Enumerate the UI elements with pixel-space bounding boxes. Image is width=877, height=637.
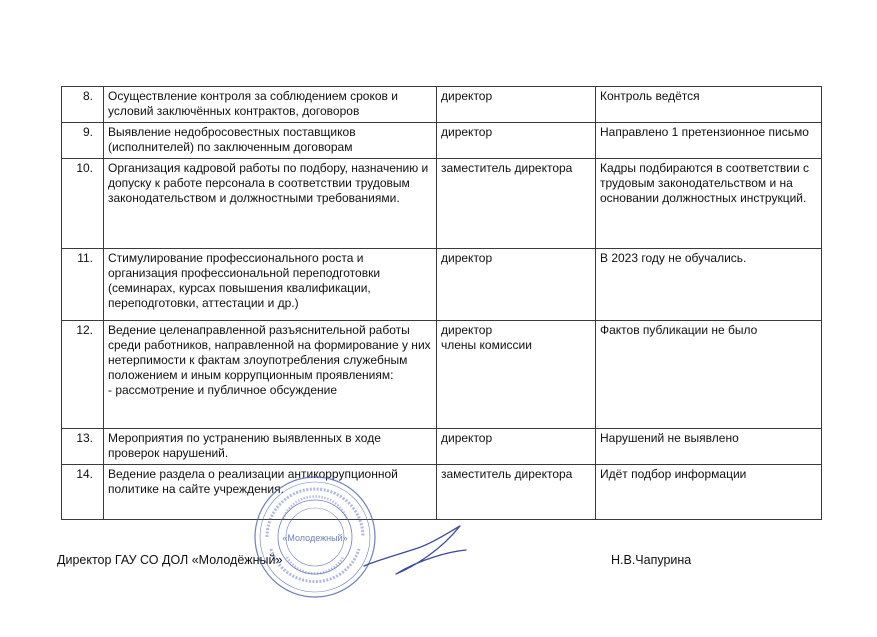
responsible-cell: директор bbox=[437, 123, 596, 159]
measure-cell: Ведение раздела о реализации антикоррупционной политике на сайте учреждения. bbox=[104, 465, 437, 520]
row-number: 14. bbox=[62, 465, 104, 520]
row-number: 9. bbox=[62, 123, 104, 159]
result-cell: Контроль ведётся bbox=[596, 87, 822, 123]
responsible-cell: директор bbox=[437, 249, 596, 321]
measure-cell: Стимулирование профессионального роста и организация профессиональной переподготовки (семинарах, курсах повышения квалификации, переподготовки, аттестации и др.) bbox=[104, 249, 437, 321]
director-title: Директор ГАУ СО ДОЛ «Молодёжный» bbox=[57, 553, 283, 567]
table-row bbox=[62, 87, 822, 123]
table-row bbox=[62, 429, 822, 465]
signature bbox=[360, 520, 470, 580]
responsible-cell: заместитель директора bbox=[437, 465, 596, 520]
responsible-cell: директор bbox=[437, 429, 596, 465]
row-number: 10. bbox=[62, 159, 104, 249]
table-row bbox=[62, 123, 822, 159]
result-cell: В 2023 году не обучались. bbox=[596, 249, 822, 321]
table-row bbox=[62, 321, 822, 429]
result-cell: Идёт подбор информации bbox=[596, 465, 822, 520]
row-number: 8. bbox=[62, 87, 104, 123]
official-stamp bbox=[253, 475, 377, 599]
stamp-center-text: «Молодежный» bbox=[282, 533, 348, 543]
responsible-cell: директор bbox=[437, 87, 596, 123]
measure-cell: Ведение целенаправленной разъяснительной работы среди работников, направленной на формирование у них нетерпимости к фактам злоупотребления служебным положением и иным коррупционным проявлениям: - рассмотрение и публичное обсуждение bbox=[104, 321, 437, 429]
table-row bbox=[62, 159, 822, 249]
table-row bbox=[62, 249, 822, 321]
measure-cell: Выявление недобросовестных поставщиков (исполнителей) по заключенным договорам bbox=[104, 123, 437, 159]
row-number: 13. bbox=[62, 429, 104, 465]
measures-table bbox=[61, 86, 822, 520]
responsible-cell: заместитель директора bbox=[437, 159, 596, 249]
table-row bbox=[62, 465, 822, 520]
result-cell: Нарушений не выявлено bbox=[596, 429, 822, 465]
measure-cell: Мероприятия по устранению выявленных в ходе проверок нарушений. bbox=[104, 429, 437, 465]
measure-cell: Организация кадровой работы по подбору, назначению и допуску к работе персонала в соответствии трудовым законодательством и должностными требованиями. bbox=[104, 159, 437, 249]
result-cell: Направлено 1 претензионное письмо bbox=[596, 123, 822, 159]
result-cell: Кадры подбираются в соответствии с трудовым законодательством и на основании должностных инструкций. bbox=[596, 159, 822, 249]
row-number: 12. bbox=[62, 321, 104, 429]
result-cell: Фактов публикации не было bbox=[596, 321, 822, 429]
measure-cell: Осуществление контроля за соблюдением сроков и условий заключённых контрактов, договоров bbox=[104, 87, 437, 123]
director-name: Н.В.Чапурина bbox=[611, 553, 692, 567]
row-number: 11. bbox=[62, 249, 104, 321]
responsible-cell: директор члены комиссии bbox=[437, 321, 596, 429]
